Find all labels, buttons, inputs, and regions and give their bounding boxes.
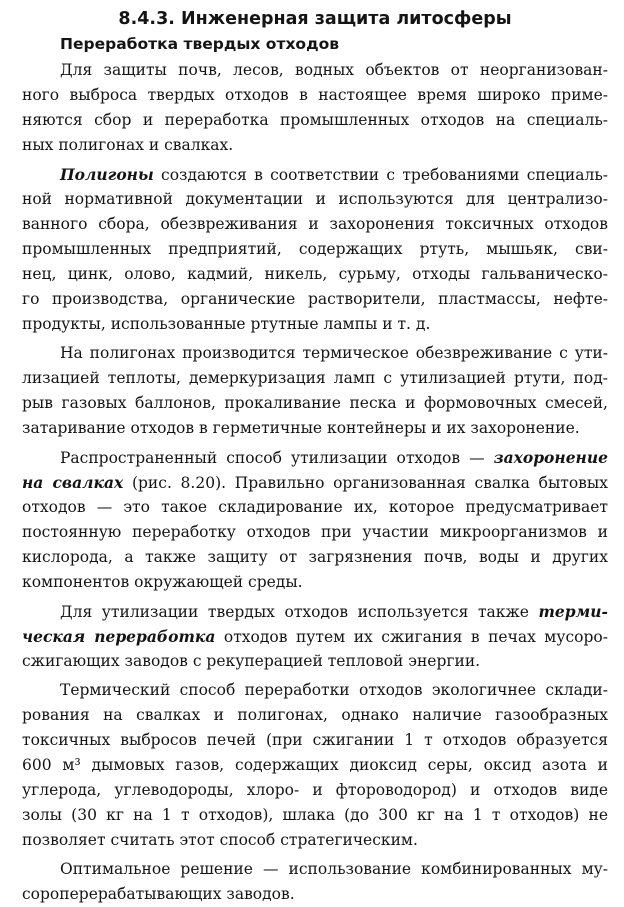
text-line (22, 520, 608, 545)
text-run: Оптимальное решение — использование комбинированных му- (60, 860, 608, 878)
text-line (22, 703, 608, 728)
text-run: няются сбор и переработка промышленных отходов на специаль- (22, 111, 608, 129)
text-line (22, 495, 608, 520)
text-line (22, 624, 608, 649)
text-line (22, 828, 608, 853)
text-run: (рис. 8.20). Правильно организованная свалка бытовых (123, 474, 608, 492)
body-text (22, 58, 608, 907)
section-subtitle: Переработка твердых отходов (60, 35, 340, 53)
text-run: отходов — это такое складирование их, которое предусматривает (22, 498, 608, 516)
text-line (22, 366, 608, 391)
text-line (22, 570, 608, 595)
text-line (22, 470, 608, 495)
text-run: постоянную переработку отходов при участии микроорганизмов и (22, 523, 608, 541)
text-line (22, 341, 608, 366)
text-line (22, 212, 608, 237)
paragraph (22, 599, 608, 674)
text-run: позволяет считать этот способ стратегическим. (22, 831, 418, 849)
text-line (22, 803, 608, 828)
text-run: создаются в соответствии с требованиями специаль- (153, 166, 608, 184)
text-run: рования на свалках и полигонах, однако наличие газообразных (22, 706, 608, 724)
emphasized-term: ческая переработка (22, 627, 216, 646)
section-title: 8.4.3. Инженерная защита литосферы (118, 9, 512, 29)
text-line (22, 678, 608, 703)
text-line (22, 58, 608, 83)
paragraph (22, 58, 608, 158)
document-page (22, 6, 608, 907)
text-line (22, 753, 608, 778)
text-run: сороперерабатывающих заводов. (22, 885, 295, 903)
text-line (22, 83, 608, 108)
paragraph (22, 445, 608, 595)
text-run: Распространенный способ утилизации отходов — (60, 449, 494, 467)
text-run: ванного сбора, обезвреживания и захоронения токсичных отходов (22, 215, 608, 233)
text-line (22, 162, 608, 187)
text-run: лизацией теплоты, демеркуризация ламп с утилизацией ртути, под- (22, 369, 608, 387)
paragraph (22, 678, 608, 853)
text-run: промышленных предприятий, содержащих ртуть, мышьяк, сви- (22, 240, 608, 258)
text-line (22, 857, 608, 882)
text-run: углерода, углеводороды, хлоро- и фтороводород) и отходов виде (22, 781, 608, 799)
text-line (22, 262, 608, 287)
text-line (22, 108, 608, 133)
text-run: Для защиты почв, лесов, водных объектов от неорганизован- (60, 61, 608, 79)
text-line (22, 728, 608, 753)
emphasized-term: на свалках (22, 473, 124, 492)
paragraph (22, 341, 608, 441)
text-line (22, 599, 608, 624)
text-run: компонентов окружающей среды. (22, 573, 303, 591)
text-run: затаривание отходов в герметичные контейнеры и их захоронение. (22, 419, 580, 437)
text-line (22, 649, 608, 674)
text-run: кислорода, а также защиту от загрязнения почв, воды и других (22, 548, 608, 566)
text-line (22, 187, 608, 212)
text-run: Термический способ переработки отходов экологичнее склади- (60, 681, 608, 699)
text-run: токсичных выбросов печей (при сжигании 1 т отходов образуется (22, 731, 608, 749)
text-line (22, 445, 608, 470)
text-run: Для утилизации твердых отходов используется также (60, 603, 539, 621)
text-line (22, 778, 608, 803)
text-run: ных полигонах и свалках. (22, 136, 234, 154)
text-line (22, 133, 608, 158)
text-run: ной нормативной документации и используются для централизо- (22, 190, 608, 208)
paragraph (22, 162, 608, 337)
text-run: рыв газовых баллонов, прокаливание песка и формовочных смесей, (22, 394, 608, 412)
text-run: отходов путем их сжигания в печах мусоро- (215, 628, 608, 646)
text-line (22, 287, 608, 312)
text-line (22, 416, 608, 441)
paragraph (22, 857, 608, 907)
text-line (22, 545, 608, 570)
text-run: На полигонах производится термическое обезвреживание с ути- (60, 344, 608, 362)
emphasized-term: терми- (538, 602, 608, 621)
text-run: сжигающих заводов с рекуперацией тепловой энергии. (22, 652, 481, 670)
text-run: золы (30 кг на 1 т отходов), шлака (до 300 кг на 1 т отходов) не (22, 806, 608, 824)
emphasized-term: Полигоны (60, 165, 154, 184)
emphasized-term: захоронение (493, 448, 608, 467)
text-line (22, 882, 608, 907)
text-run: го производства, органические растворители, пластмассы, нефте- (22, 290, 608, 308)
text-line (22, 391, 608, 416)
text-run: нец, цинк, олово, кадмий, никель, сурьму, отходы гальваническо- (22, 265, 608, 283)
text-line (22, 237, 608, 262)
text-run: ного выброса твердых отходов в настоящее время широко приме- (22, 86, 608, 104)
text-run: продукты, использованные ртутные лампы и т. д. (22, 315, 431, 333)
text-line (22, 312, 608, 337)
text-run: 600 м³ дымовых газов, содержащих диоксид серы, оксид азота и (22, 756, 608, 774)
